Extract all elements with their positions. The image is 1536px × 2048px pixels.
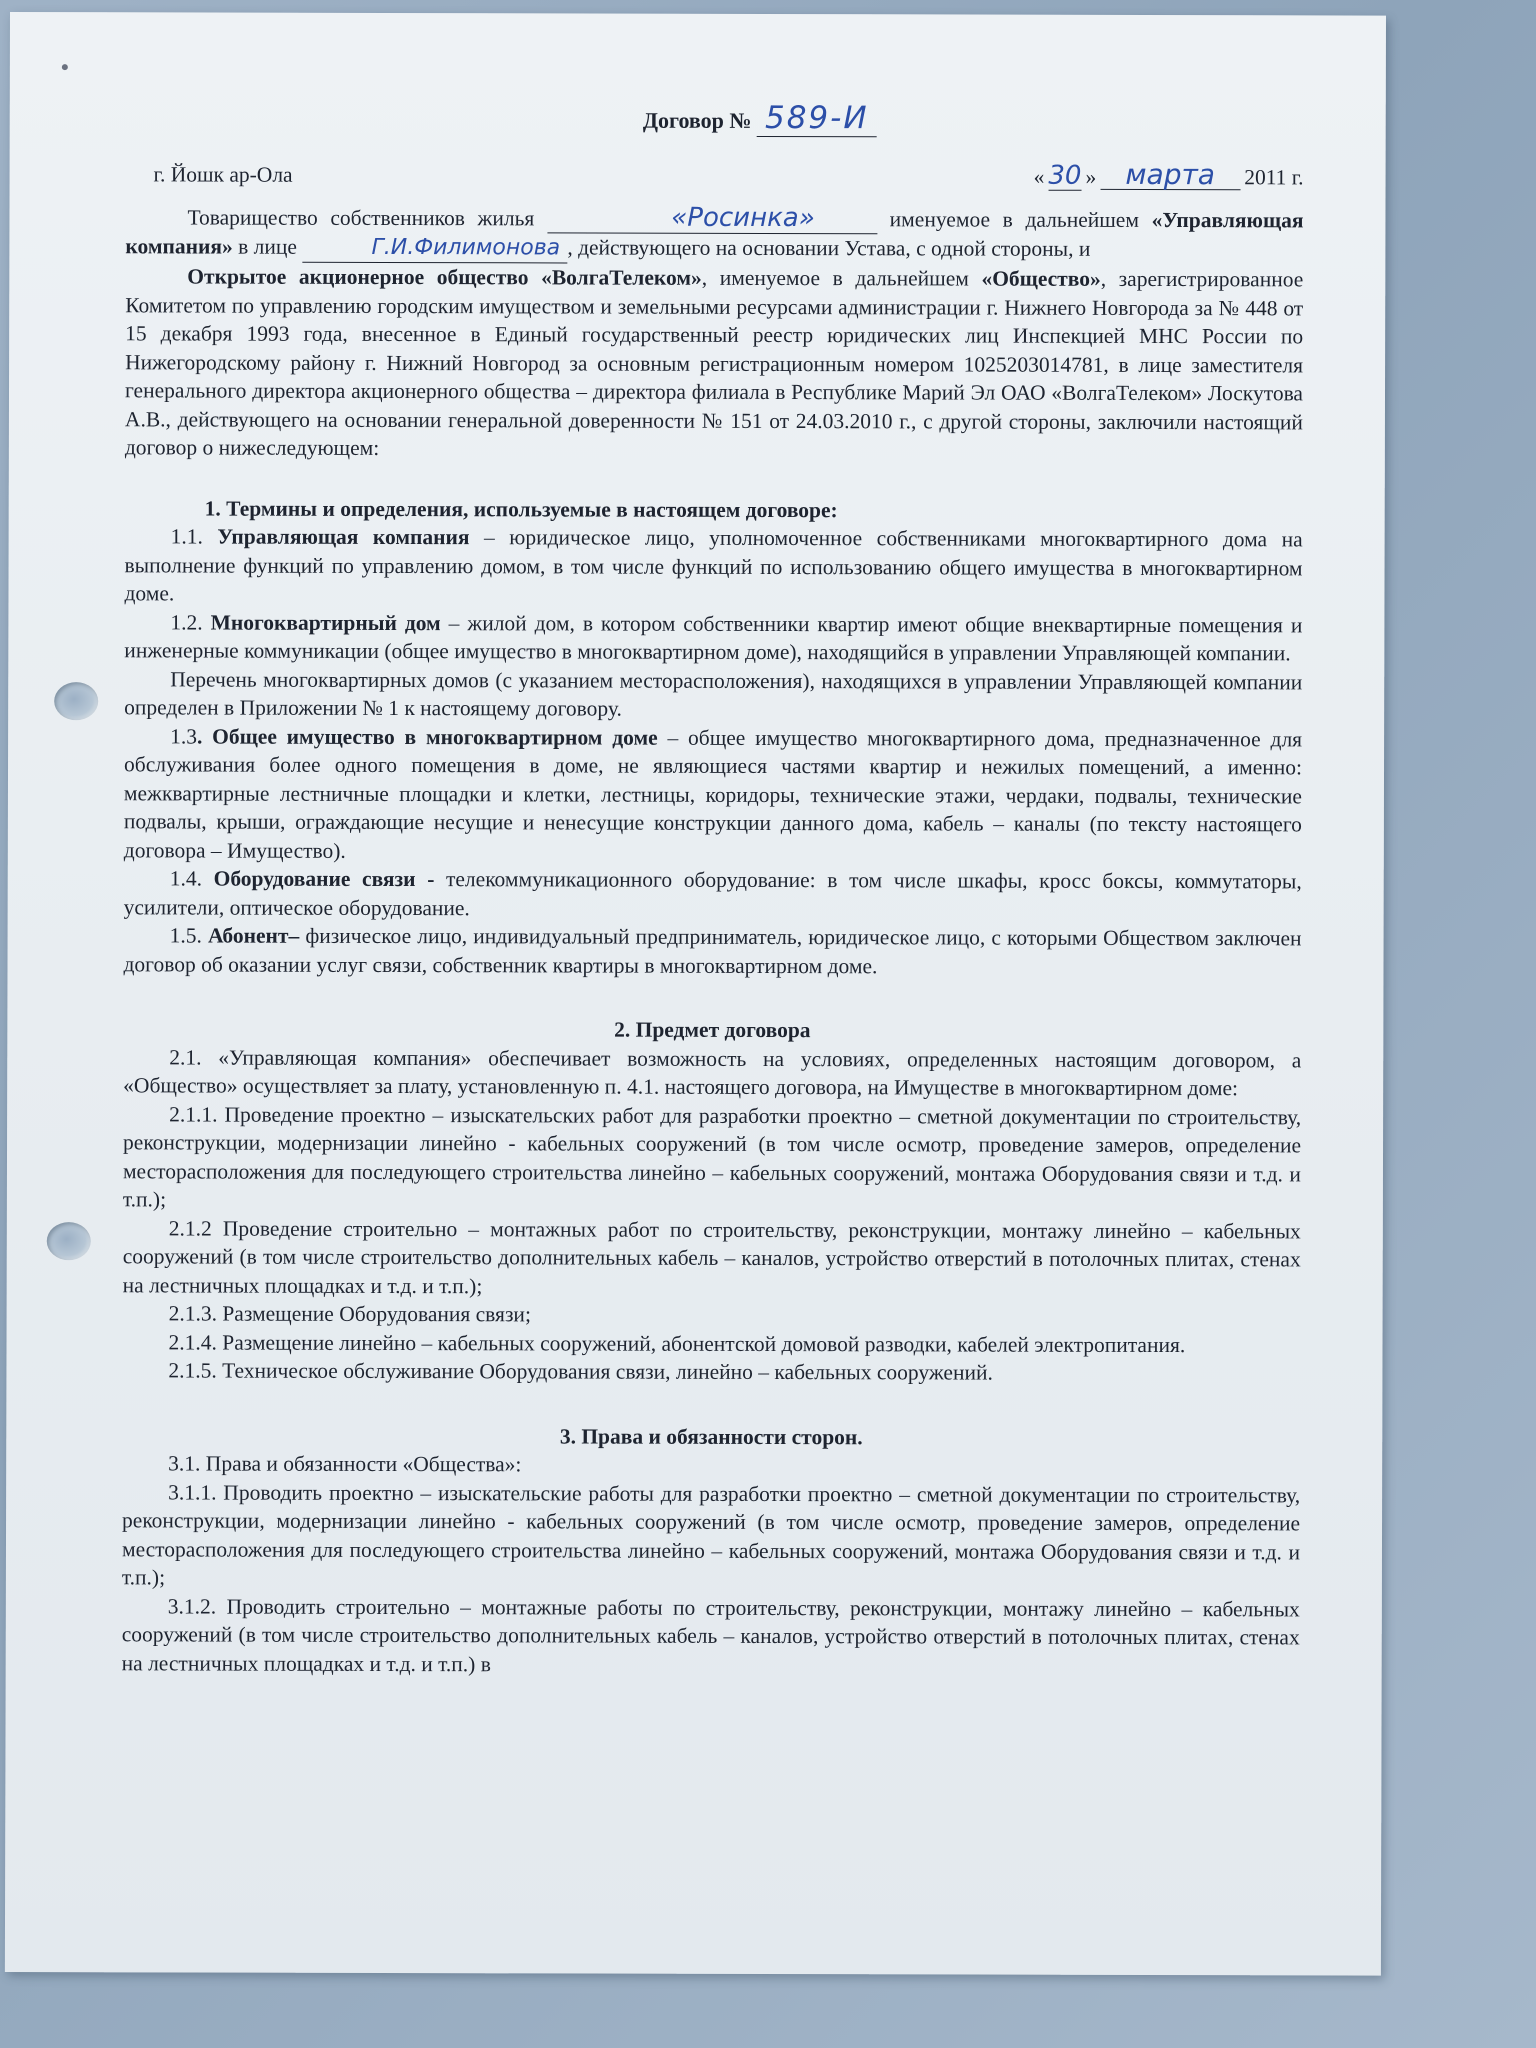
clause-1-2-list-note: Перечень многоквартирных домов (с указанием месторасположения), находящихся в управлении Управляющей компании определен в Приложении № 1 к настоящему договору. [124,666,1303,721]
intro-paragraph-1 [125,202,1303,265]
clause-1-3 [124,722,1302,868]
date-day-handwritten: 30 [1048,160,1082,191]
representative-name-handwritten: Г.И.Филимонова [302,233,567,263]
clause-number: 1.2. [170,609,203,635]
clause-2-1-5: 2.1.5. Техническое обслуживание Оборудования связи, линейно – кабельных сооружений. [168,1358,993,1385]
city: г. Йошк ар-Ола [153,161,293,187]
clause-3-1: 3.1. Права и обязанности «Общества»: [168,1451,522,1477]
society-term: «Общество» [981,266,1101,291]
clause-1-4 [124,864,1302,924]
clause-2-1-2: 2.1.2 Проведение строительно – монтажных работ по строительству, реконструкции, монтажу линейно – кабельных сооружений (в том числе строительство дополнительных кабель – каналов, устройство отверстий в потолочных плитах, стенах на лестничных площадках и т.д. и т.п.); [122,1215,1301,1298]
document-body [121,99,1304,1680]
section-1-heading: 1. Термины и определения, используемые в настоящем договоре: [204,496,838,522]
intro-text: в лице [238,234,297,259]
clause-2-1-1: 2.1.1. Проведение проектно – изыскательских работ для разработки проектно – сметной документации по строительству, реконструкции, модернизации линейно - кабельных сооружений (в том числе осмотр, проведение замеров, определение месторасположения для последующего строительства линейно – кабельных сооружений, монтажа Оборудования связи и т.д. и т.п.); [122,1101,1302,1212]
section-2-heading: 2. Предмет договора [614,1017,811,1043]
clause-1-1 [124,522,1302,611]
document-page [5,12,1386,1976]
contract-date [1033,157,1304,191]
clause-text: – жилой дом, в котором собственники квартир имеют общие внеквартирные помещения и инженерные коммуникации (общее имущество в многоквартирном доме), находящийся в управлении Управляющей компании. [124,610,1303,666]
clause-text: – общее имущество многоквартирного дома, предназначенное для обслуживания более одного помещения в доме, не являющиеся частями квартир и нежилых помещений, а именно: межквартирные лестничные площадки и клетки, лестницы, коридоры, технические этажи, чердаки, подвалы, технические подвалы, крыши, ограждающие несущие и ненесущие конструкции данного дома, кабель – каналы (по тексту настоящего договора – Имущество). [123,725,1303,863]
clause-text: физическое лицо, индивидуальный предприниматель, юридическое лицо, с которыми Обществом заключен договор об оказании услуг связи, собственник квартиры в многоквартирном доме. [123,923,1302,978]
clause-term: Абонент– [207,923,300,948]
clause-3-1-2: 3.1.2. Проводить строительно – монтажные работы по строительству, реконструкции, монтажу линейно – кабельных сооружений (в том числе строительство дополнительных кабель – каналов, устройство отверстий в потолочных плитах, стенах на лестничных площадках и т.д. и т.п.) в [121,1593,1300,1676]
clause-number: 1.1. [170,524,203,549]
clause-2-1: 2.1. «Управляющая компания» обеспечивает возможность на условиях, определенных настоящим договором, а «Общество» осуществляет за плату, установленную п. 4.1. настоящего договора, на Имуществе в многоквартирном доме: [123,1044,1302,1101]
clause-text: – юридическое лицо, уполномоченное собственниками многоквартирного дома на выполнение функций по управлению домом, в том числе функций по использованию общего имущества в многоквартирном доме. [124,525,1303,606]
clause-term: Управляющая компания [217,524,470,550]
clause-text: телекоммуникационного оборудование: в том числе шкафы, кросс боксы, коммутаторы, усилители, оптическое оборудование. [123,867,1302,920]
clause-3-1-1: 3.1.1. Проводить проектно – изыскательские работы для разработки проектно – сметной документации по строительству, реконструкции, модернизации линейно - кабельных сооружений (в том числе осмотр, проведение замеров, определение месторасположения для последующего строительства линейно – кабельных сооружений, монтажа Оборудования связи и т.д. и т.п.); [121,1479,1301,1590]
clause-1-5 [123,921,1301,981]
date-year: 2011 г. [1244,164,1304,189]
title-prefix: Договор № [642,107,752,133]
clause-number: 1.5. [169,923,202,948]
punch-hole-top [54,682,98,720]
clause-2-1-3: 2.1.3. Размещение Оборудования связи; [168,1301,531,1327]
contract-title [216,99,1304,137]
clause-term: Многоквартирный дом [210,610,441,635]
intro-text: , именуемое в дальнейшем [701,265,969,291]
managing-company-term: «Управляющая компания» [125,207,1304,259]
intro-text: именуемое в дальнейшем [889,207,1140,232]
intro-paragraph-2 [125,262,1304,465]
date-close-quote: » [1085,164,1097,189]
paper-speck [62,64,68,70]
punch-hole-bottom [47,1222,91,1260]
date-open-quote: « [1033,164,1045,189]
date-month-handwritten: марта [1100,160,1240,190]
company-name: Открытое акционерное общество «ВолгаТелеком» [187,264,702,290]
contract-number-handwritten: 589-И [757,100,877,137]
section-3-heading: 3. Права и обязанности сторон. [559,1423,863,1449]
intro-text: , действующего на основании Устава, с одной стороны, и [567,234,1091,261]
hoa-name-handwritten: «Росинка» [547,203,877,233]
intro-text: Товарищество собственников жилья [187,205,535,231]
clause-term: Оборудование связи - [213,866,435,892]
clause-term: . Общее имущество в многоквартирном доме [196,723,658,750]
intro-text: , зарегистрированное Комитетом по управлению городским имуществом и земельными ресурсами администрации г. Нижнего Новгорода за № 448 от 15 декабря 1993 года, внесенное в Единый государственный реестр юридических лиц Инспекцией МНС России по Нижегородскому району г. Нижний Новгород за основным регистрационным номером 1025203014781, в лице заместителя генерального директора акционерного общества – директора филиала в Республике Марий Эл ОАО «ВолгаТелеком» Лоскутова А.В., действующего на основании генеральной доверенности № 151 от 24.03.2010 г., с другой стороны, заключили настоящий договор о нижеследующем: [124,266,1304,460]
clause-number: 1.3 [170,723,198,748]
place-date-row [126,158,1304,192]
clause-1-2 [124,608,1302,668]
clause-2-1-4: 2.1.4. Размещение линейно – кабельных сооружений, абонентской домовой разводки, кабелей электропитания. [168,1329,1186,1357]
clause-number: 1.4. [169,866,203,891]
